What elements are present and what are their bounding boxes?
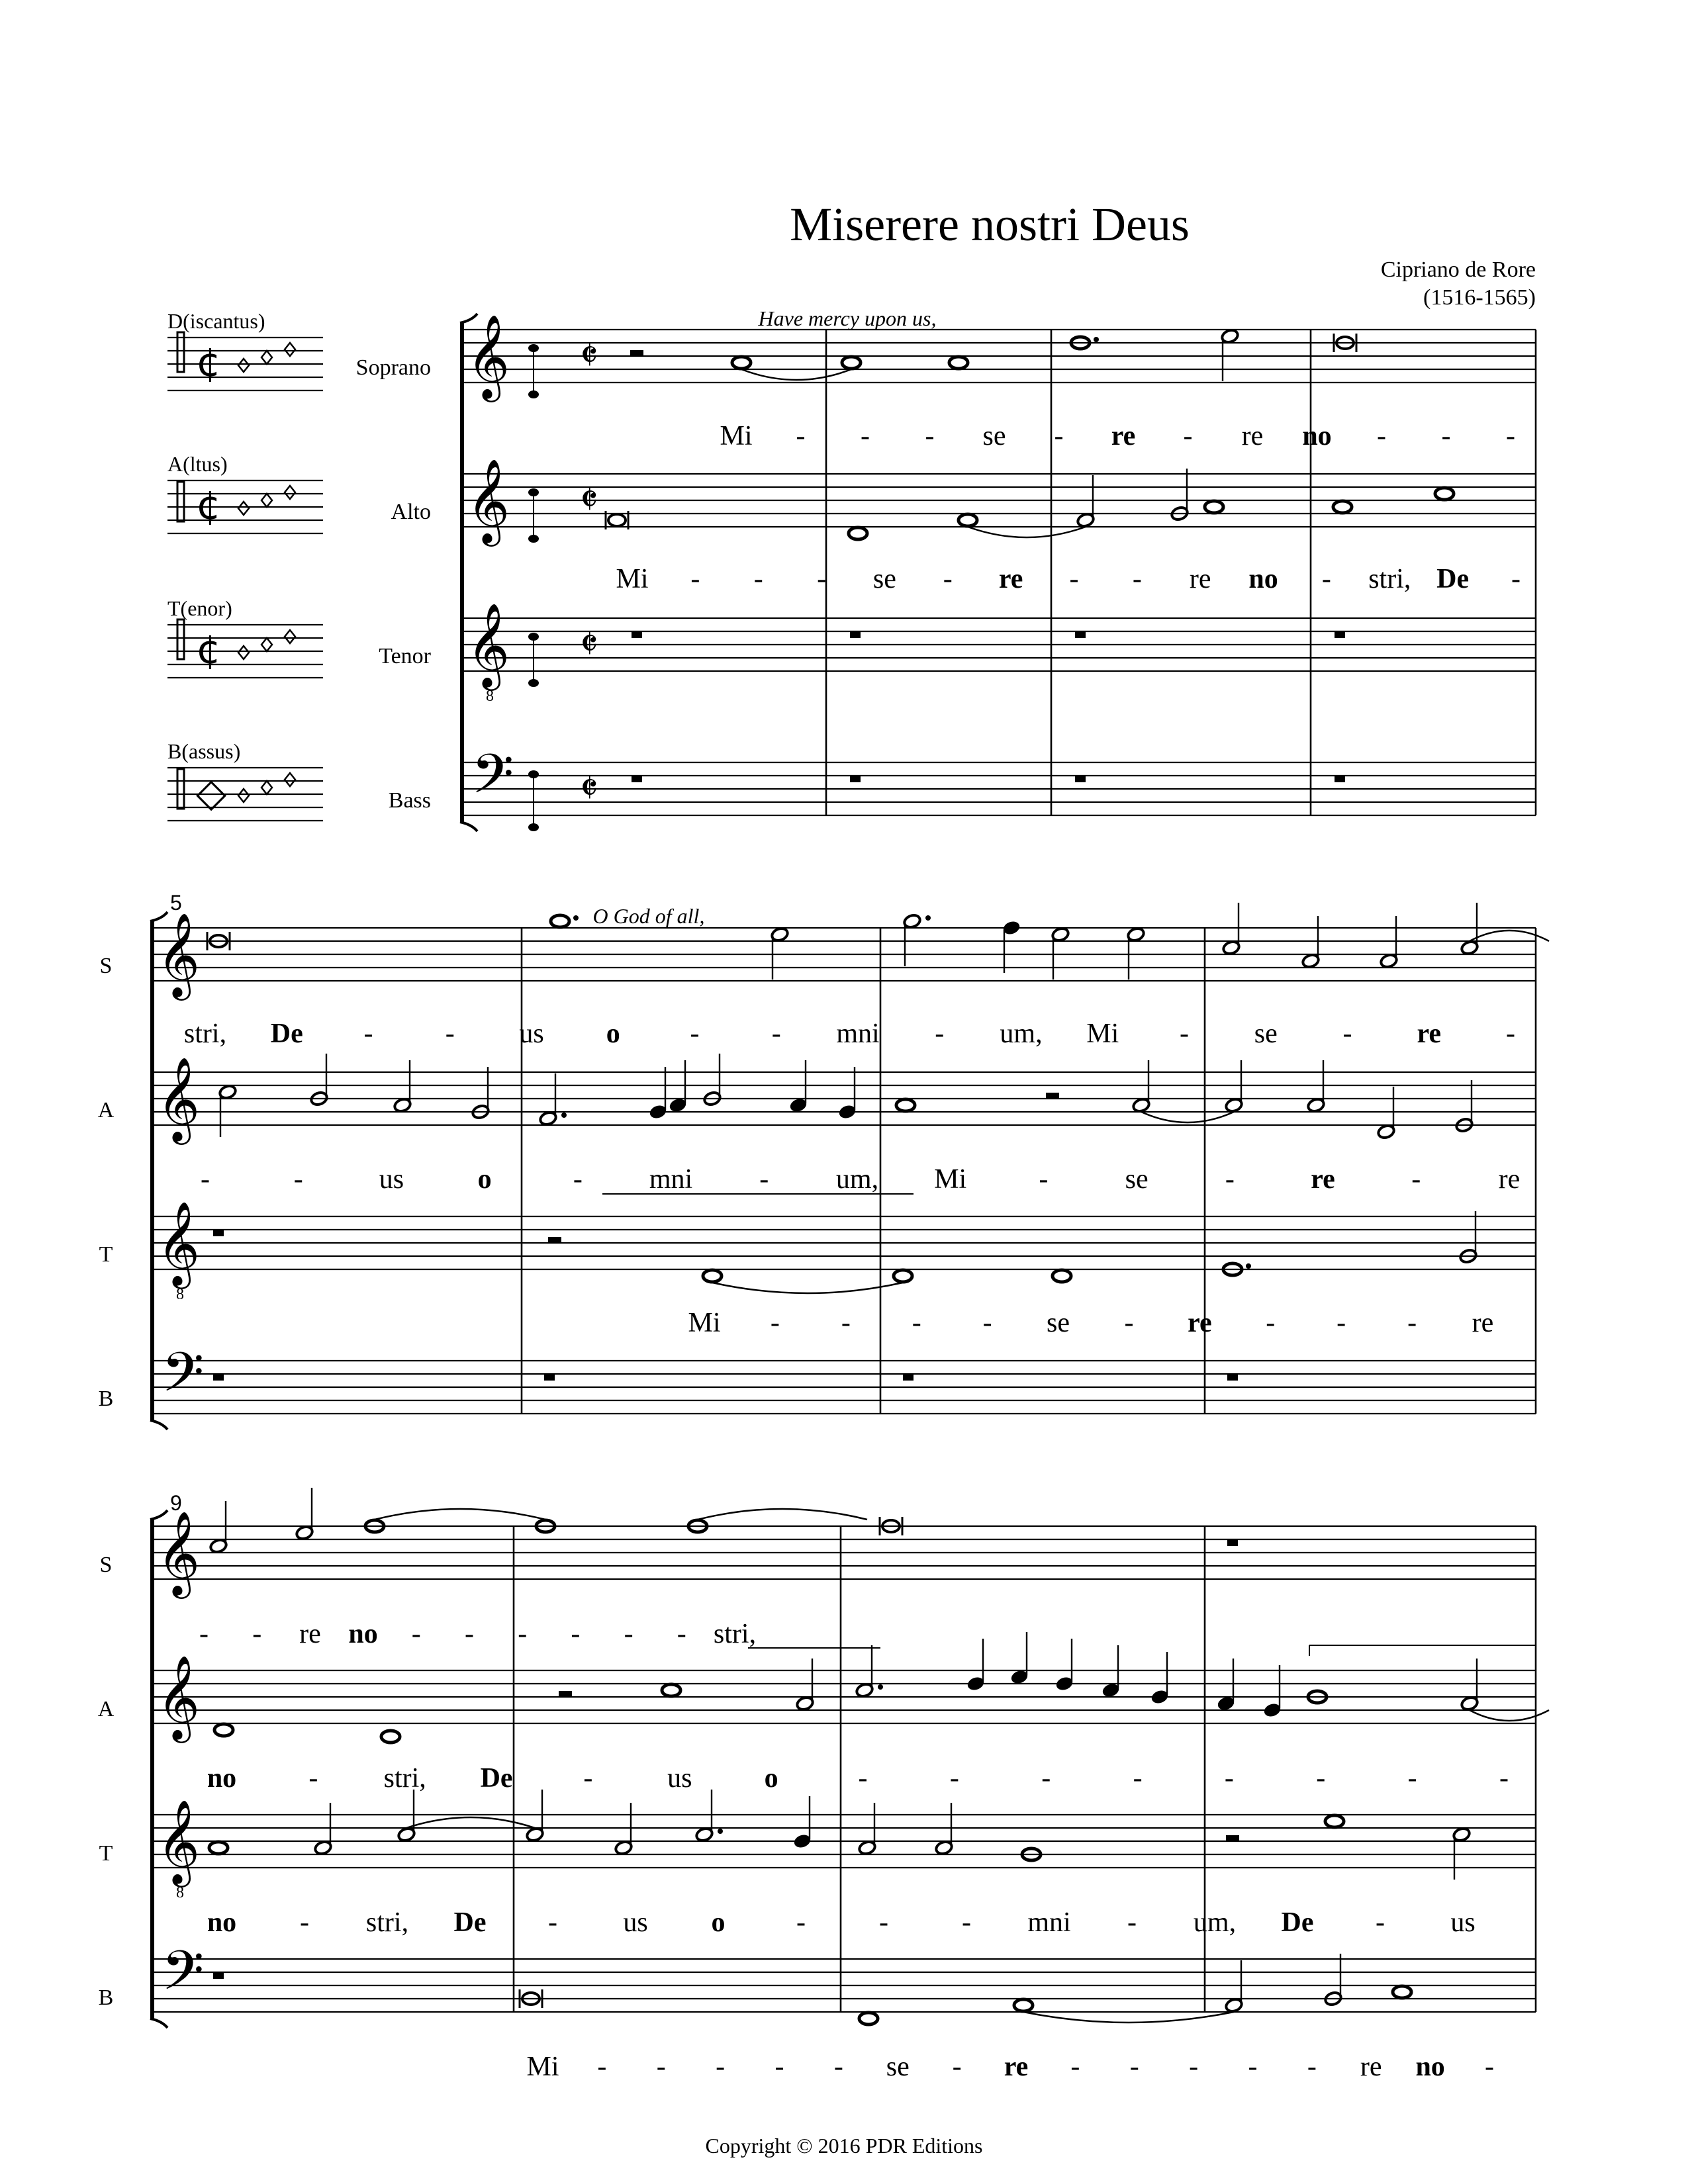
tie bbox=[968, 527, 1086, 537]
lyric-syllable: - bbox=[1039, 1164, 1049, 1195]
lyric-syllable: - bbox=[1411, 1164, 1421, 1195]
mensuration-sign: ¢ bbox=[196, 340, 222, 386]
staff-abbr-s: S bbox=[99, 1553, 113, 1577]
lyric-syllable: re bbox=[998, 564, 1023, 594]
lyric-syllable: - bbox=[1511, 564, 1521, 594]
lyric-syllable: re bbox=[1189, 564, 1211, 594]
lyric-syllable: - bbox=[1127, 1907, 1137, 1938]
instrument-name-alto: Alto bbox=[391, 500, 431, 524]
incipit-note bbox=[285, 343, 295, 356]
treble-clef: 𝄞 bbox=[157, 1056, 201, 1141]
lyric-syllable: re bbox=[1111, 421, 1136, 451]
note-head bbox=[1393, 1986, 1411, 1998]
lyric-syllable: Mi bbox=[1086, 1019, 1119, 1049]
treble-clef: 𝄞 bbox=[467, 314, 510, 398]
treble-clef-8vb: 𝄞 bbox=[157, 1799, 201, 1884]
rest bbox=[850, 776, 861, 782]
tie bbox=[698, 1509, 867, 1520]
lyric-syllable: - bbox=[690, 1019, 700, 1049]
staff-abbr-t: T bbox=[99, 1841, 113, 1866]
note-head bbox=[1205, 501, 1223, 513]
note-head bbox=[1333, 501, 1352, 513]
lyric-syllable: no bbox=[1415, 2052, 1445, 2082]
measure-number: 9 bbox=[170, 1491, 182, 1515]
composer-dates: (1516-1565) bbox=[1423, 285, 1536, 310]
rest bbox=[559, 1691, 572, 1697]
notation-layer bbox=[150, 314, 1549, 2082]
lyric-syllable: - bbox=[1307, 2052, 1317, 2082]
note-head bbox=[703, 1270, 722, 1282]
lyric-syllable: o bbox=[606, 1019, 620, 1049]
lyric-syllable: - bbox=[753, 564, 763, 594]
lyric-syllable: - bbox=[817, 564, 827, 594]
lyric-syllable: - bbox=[1499, 1763, 1509, 1794]
lyric-syllable: - bbox=[952, 2052, 962, 2082]
note-head bbox=[608, 514, 626, 526]
lyric-syllable: Mi bbox=[720, 421, 753, 451]
lyric-syllable: mni bbox=[836, 1019, 880, 1049]
lyric-syllable: - bbox=[571, 1619, 581, 1649]
lyric-syllable: - bbox=[363, 1019, 373, 1049]
mensuration-sign: ◇ bbox=[196, 770, 227, 816]
note-head bbox=[1014, 1999, 1033, 2011]
rest bbox=[1075, 776, 1086, 782]
lyric-syllable: us bbox=[1450, 1907, 1476, 1938]
lyric-syllable: stri, bbox=[713, 1619, 757, 1649]
note-head bbox=[381, 1731, 400, 1743]
treble-clef: 𝄞 bbox=[157, 1655, 201, 1739]
lyric-syllable: us bbox=[623, 1907, 648, 1938]
lyric-syllable: - bbox=[1069, 564, 1079, 594]
rest bbox=[1046, 1093, 1059, 1099]
cut-time-signature: 𝄵 bbox=[580, 475, 598, 523]
lyric-syllable: - bbox=[300, 1907, 309, 1938]
lyric-syllable: - bbox=[949, 1763, 959, 1794]
lyric-syllable: - bbox=[1506, 421, 1515, 451]
lyric-syllable: - bbox=[912, 1308, 921, 1338]
composer-name: Cipriano de Rore bbox=[1380, 257, 1536, 282]
instrument-name-soprano: Soprano bbox=[355, 355, 431, 380]
treble-clef: 𝄞 bbox=[157, 1510, 201, 1595]
lyric-syllable: re bbox=[1241, 421, 1264, 451]
lyric-syllable: - bbox=[1376, 1907, 1385, 1938]
lyric-syllable: - bbox=[1070, 2052, 1080, 2082]
lyric-syllable: - bbox=[833, 2052, 843, 2082]
lyric-syllable: - bbox=[624, 1619, 633, 1649]
page-title: Miserere nostri Deus bbox=[790, 198, 1190, 251]
lyric-syllable: Mi bbox=[526, 2052, 559, 2082]
bass-clef: 𝄢 bbox=[471, 742, 514, 819]
lyric-syllable: - bbox=[879, 1907, 888, 1938]
lyric-syllable: o bbox=[764, 1763, 778, 1794]
measure-number: 5 bbox=[170, 891, 182, 915]
lyric-syllable: - bbox=[1054, 421, 1064, 451]
incipit-note bbox=[261, 638, 272, 651]
old-c-clef bbox=[177, 769, 184, 809]
lyric-syllable: - bbox=[656, 2052, 666, 2082]
lyric-syllable: - bbox=[583, 1763, 593, 1794]
incipit-note bbox=[261, 494, 272, 507]
lyric-syllable: Mi bbox=[616, 564, 649, 594]
incipit-note bbox=[285, 773, 295, 786]
old-c-clef bbox=[177, 482, 184, 522]
instrument-name-tenor: Tenor bbox=[379, 644, 431, 668]
rest bbox=[1227, 1374, 1238, 1381]
lyric-syllable: re bbox=[1472, 1308, 1494, 1338]
copyright-notice: Copyright © 2016 PDR Editions bbox=[705, 2134, 983, 2158]
rest bbox=[1075, 631, 1086, 638]
lyric-syllable: De bbox=[1436, 564, 1470, 594]
lyric-syllable: - bbox=[1441, 421, 1451, 451]
lyric-syllable: re bbox=[1498, 1164, 1521, 1195]
rest bbox=[630, 350, 643, 356]
lyric-syllable: - bbox=[1124, 1308, 1134, 1338]
note-head bbox=[859, 2013, 878, 2025]
cut-time-signature: 𝄵 bbox=[580, 619, 598, 668]
lyric-syllable: De bbox=[270, 1019, 303, 1049]
lyric-syllable: - bbox=[925, 421, 935, 451]
staff-abbr-b: B bbox=[98, 1387, 114, 1411]
bass-clef: 𝄢 bbox=[162, 1340, 205, 1418]
note-dot bbox=[718, 1829, 723, 1834]
bass-clef: 𝄢 bbox=[162, 1938, 205, 2016]
note-head bbox=[949, 357, 968, 369]
treble-clef-8vb: 𝄞 bbox=[157, 1201, 201, 1285]
lyric-syllable: - bbox=[690, 564, 700, 594]
lyric-syllable: - bbox=[573, 1164, 583, 1195]
system-bracket-bottom bbox=[460, 822, 477, 831]
lyric-syllable: - bbox=[597, 2052, 607, 2082]
cut-time-signature: 𝄵 bbox=[580, 764, 598, 812]
lyric-syllable: - bbox=[1180, 1019, 1189, 1049]
lyric-syllable: - bbox=[759, 1164, 769, 1195]
incipit-label-discantus: D(iscantus) bbox=[167, 309, 265, 333]
lyric-syllable: se bbox=[886, 2052, 910, 2082]
lyric-syllable: stri, bbox=[183, 1019, 227, 1049]
lyric-syllable: stri, bbox=[1368, 564, 1411, 594]
note-dot bbox=[925, 915, 931, 921]
note-dot bbox=[1246, 1263, 1251, 1269]
lyric-syllable: se bbox=[982, 421, 1006, 451]
lyric-syllable: - bbox=[201, 1164, 210, 1195]
note-head bbox=[551, 915, 569, 927]
lyric-syllable: - bbox=[1133, 1763, 1143, 1794]
lyric-syllable: - bbox=[1129, 2052, 1139, 2082]
note-dot bbox=[561, 1113, 567, 1118]
lyric-syllable: - bbox=[1183, 421, 1193, 451]
tie bbox=[406, 1817, 535, 1828]
lyric-syllable: - bbox=[716, 2052, 726, 2082]
lyric-syllable: - bbox=[770, 1308, 780, 1338]
lyric-syllable: us bbox=[519, 1019, 544, 1049]
lyric-syllable: stri, bbox=[365, 1907, 409, 1938]
lyric-syllable: - bbox=[774, 2052, 784, 2082]
lyric-syllable: se bbox=[872, 564, 896, 594]
lyric-syllable: - bbox=[1266, 1308, 1276, 1338]
lyric-syllable: - bbox=[1189, 2052, 1199, 2082]
tie bbox=[741, 369, 851, 380]
incipit-label-bassus: B(assus) bbox=[167, 739, 241, 763]
note-head bbox=[1435, 488, 1454, 500]
lyric-syllable: - bbox=[1321, 564, 1331, 594]
incipit-note bbox=[238, 359, 249, 372]
staff-abbr-a: A bbox=[97, 1697, 115, 1721]
lyric-syllable: o bbox=[711, 1907, 726, 1938]
lyric-syllable: - bbox=[1224, 1763, 1234, 1794]
tie bbox=[1141, 1112, 1234, 1122]
lyric-syllable: um, bbox=[1193, 1907, 1237, 1938]
instrument-name-bass: Bass bbox=[388, 788, 431, 813]
lyric-syllable: - bbox=[982, 1308, 992, 1338]
lyric-syllable: Mi bbox=[688, 1308, 721, 1338]
mensuration-sign: ¢ bbox=[196, 482, 222, 529]
note-head bbox=[732, 357, 751, 369]
lyric-syllable: - bbox=[796, 1907, 806, 1938]
rest bbox=[213, 1972, 224, 1979]
lyric-syllable: - bbox=[1377, 421, 1386, 451]
tie bbox=[375, 1509, 545, 1520]
treble-clef: 𝄞 bbox=[157, 912, 201, 997]
lyric-syllable: - bbox=[1132, 564, 1142, 594]
lyric-syllable: - bbox=[465, 1619, 474, 1649]
lyric-syllable: um, bbox=[835, 1164, 879, 1195]
lyric-syllable: re bbox=[1311, 1164, 1335, 1195]
lyric-syllable: no bbox=[348, 1619, 378, 1649]
lyric-syllable: - bbox=[1336, 1308, 1346, 1338]
tie bbox=[712, 1283, 903, 1293]
note-head bbox=[1053, 1270, 1071, 1282]
lyric-syllable: Mi bbox=[934, 1164, 967, 1195]
lyric-syllable: - bbox=[1485, 2052, 1494, 2082]
staff-abbr-a: A bbox=[97, 1098, 115, 1122]
incipit-note bbox=[238, 502, 249, 515]
rest bbox=[632, 776, 642, 782]
lyric-syllable: us bbox=[379, 1164, 404, 1195]
rest bbox=[213, 1374, 224, 1381]
lyric-syllable: no bbox=[207, 1763, 237, 1794]
lyric-syllable: re bbox=[1188, 1308, 1212, 1338]
tie bbox=[1470, 931, 1549, 941]
rest bbox=[548, 1237, 561, 1243]
lyric-syllable: - bbox=[518, 1619, 528, 1649]
treble-clef-8vb: 𝄞 bbox=[467, 602, 510, 687]
note-dot bbox=[1094, 337, 1099, 342]
lyric-syllable: - bbox=[199, 1619, 209, 1649]
lyric-syllable: - bbox=[1248, 2052, 1258, 2082]
mensuration-sign: ¢ bbox=[196, 627, 222, 673]
lyric-syllable: mni bbox=[649, 1164, 693, 1195]
incipit-note bbox=[285, 630, 295, 643]
lyric-syllable: - bbox=[858, 1763, 868, 1794]
staff-abbr-s: S bbox=[99, 954, 113, 978]
lyric-syllable: se bbox=[1254, 1019, 1278, 1049]
incipit-label-tenor: T(enor) bbox=[167, 596, 232, 620]
lyric-syllable: De bbox=[453, 1907, 487, 1938]
note-head bbox=[209, 1842, 228, 1854]
rest bbox=[1335, 631, 1345, 638]
treble-clef: 𝄞 bbox=[467, 458, 510, 543]
lyric-syllable: - bbox=[445, 1019, 455, 1049]
note-head bbox=[849, 527, 867, 539]
lyric-syllable: - bbox=[841, 1308, 851, 1338]
lyric-syllable: se bbox=[1047, 1308, 1070, 1338]
note-head bbox=[214, 1724, 233, 1736]
lyric-syllable: um, bbox=[1000, 1019, 1043, 1049]
lyric-syllable: - bbox=[943, 564, 953, 594]
lyric-syllable: - bbox=[293, 1164, 303, 1195]
note-head bbox=[662, 1684, 680, 1696]
note-head bbox=[959, 514, 977, 526]
lyric-syllable: re bbox=[1417, 1019, 1442, 1049]
rest bbox=[1227, 1539, 1238, 1546]
incipit-note bbox=[261, 351, 272, 364]
note-head bbox=[1325, 1815, 1344, 1827]
note-head bbox=[894, 1270, 912, 1282]
lyric-syllable: o bbox=[477, 1164, 492, 1195]
staff-abbr-t: T bbox=[99, 1242, 113, 1267]
rest bbox=[850, 631, 861, 638]
lyric-syllable: - bbox=[1506, 1019, 1515, 1049]
lyric-syllable: - bbox=[1316, 1763, 1326, 1794]
rest bbox=[1226, 1835, 1239, 1841]
lyric-syllable: - bbox=[1041, 1763, 1051, 1794]
lyric-syllable: - bbox=[252, 1619, 262, 1649]
note-dot bbox=[878, 1684, 883, 1690]
note-head bbox=[896, 1099, 915, 1111]
rest bbox=[903, 1374, 914, 1381]
lyric-syllable: De bbox=[1281, 1907, 1314, 1938]
lyric-syllable: no bbox=[1302, 421, 1332, 451]
system-bracket-bottom bbox=[150, 2019, 167, 2028]
lyric-syllable: - bbox=[1407, 1308, 1417, 1338]
lyric-syllable: - bbox=[962, 1907, 971, 1938]
lyric-syllable: - bbox=[1342, 1019, 1352, 1049]
octave-eight-mark: 8 bbox=[176, 1286, 184, 1303]
rest bbox=[213, 1230, 224, 1236]
lyric-syllable: stri, bbox=[383, 1763, 426, 1794]
lyric-syllable: mni bbox=[1027, 1907, 1071, 1938]
octave-eight-mark: 8 bbox=[176, 1884, 184, 1901]
lyric-syllable: re bbox=[1360, 2052, 1382, 2082]
note-head bbox=[842, 357, 861, 369]
rest bbox=[544, 1374, 555, 1381]
lyric-syllable: no bbox=[207, 1907, 237, 1938]
lyric-syllable: De bbox=[480, 1763, 513, 1794]
cut-time-signature: 𝄵 bbox=[580, 331, 598, 379]
incipit-note bbox=[238, 789, 249, 802]
lyric-syllable: us bbox=[667, 1763, 692, 1794]
lyric-syllable: - bbox=[935, 1019, 945, 1049]
lyric-syllable: - bbox=[771, 1019, 781, 1049]
octave-eight-mark: 8 bbox=[486, 688, 494, 705]
lyric-syllable: - bbox=[1407, 1763, 1417, 1794]
translation-text: Have mercy upon us, bbox=[758, 306, 937, 330]
lyric-syllable: re bbox=[299, 1619, 321, 1649]
lyric-syllable: no bbox=[1248, 564, 1278, 594]
lyric-syllable: - bbox=[411, 1619, 421, 1649]
incipit-label-altus: A(ltus) bbox=[167, 452, 228, 476]
lyric-syllable: - bbox=[677, 1619, 686, 1649]
lyric-syllable: se bbox=[1125, 1164, 1149, 1195]
incipit-note bbox=[238, 646, 249, 659]
rest bbox=[632, 631, 642, 638]
note-dot bbox=[573, 915, 579, 921]
translation-text: O God of all, bbox=[592, 904, 705, 928]
lyric-syllable: - bbox=[548, 1907, 557, 1938]
lyric-syllable: - bbox=[308, 1763, 318, 1794]
tie bbox=[1023, 2012, 1234, 2023]
incipit-note bbox=[285, 486, 295, 499]
lyric-syllable: - bbox=[796, 421, 806, 451]
rest bbox=[1335, 776, 1345, 782]
system-bracket-bottom bbox=[150, 1420, 167, 1430]
lyric-syllable: re bbox=[1004, 2052, 1029, 2082]
tie bbox=[1470, 1710, 1549, 1721]
lyric-syllable: - bbox=[861, 421, 870, 451]
staff-abbr-b: B bbox=[98, 1985, 114, 2010]
incipit-note bbox=[261, 781, 272, 794]
lyric-syllable: - bbox=[1225, 1164, 1235, 1195]
